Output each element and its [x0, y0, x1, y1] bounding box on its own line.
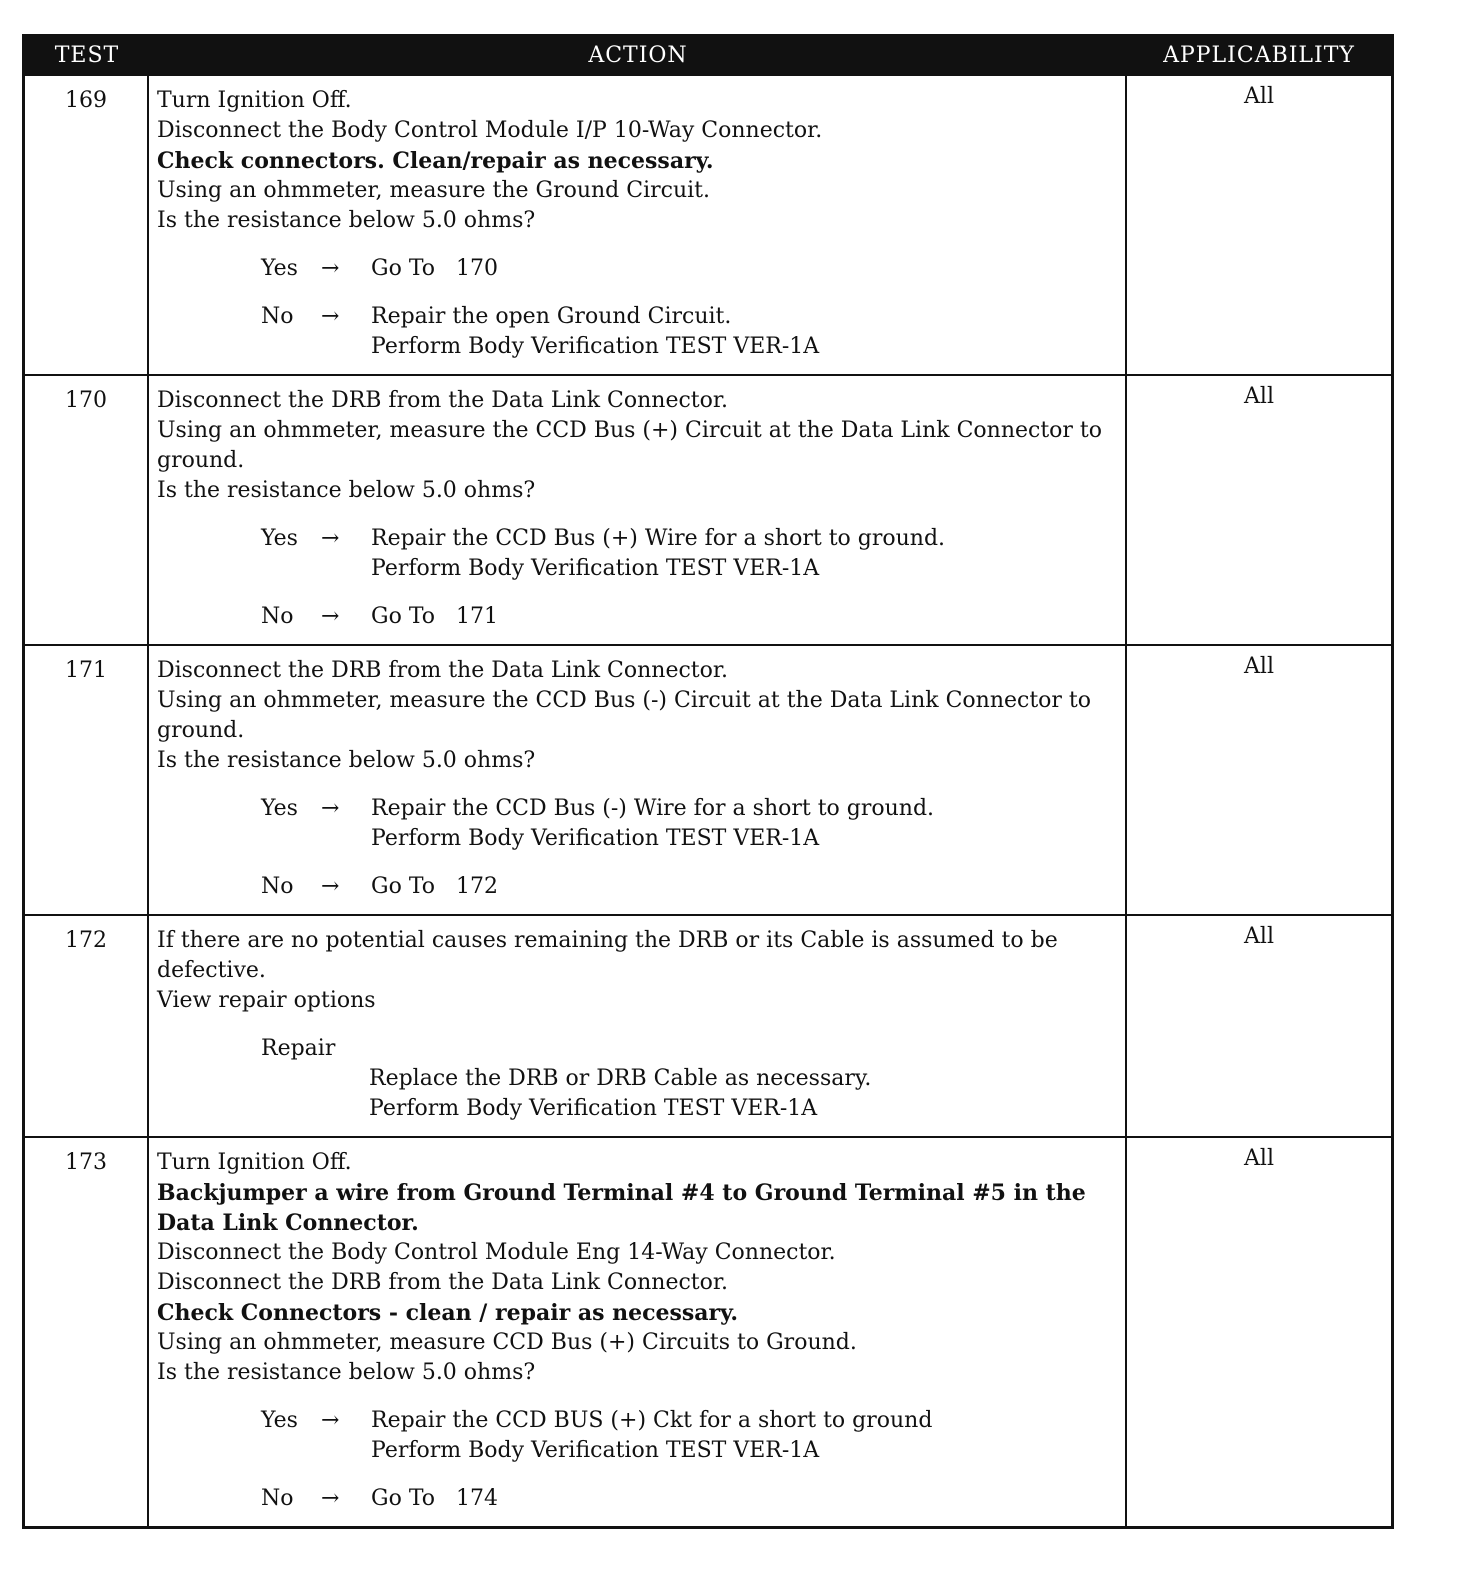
test-number: 171 [25, 646, 149, 914]
repair-options [261, 1034, 1119, 1124]
answer-label: Yes [261, 796, 298, 821]
answer-item [261, 254, 1119, 284]
action-step: Backjumper a wire from Ground Terminal #4 to Ground Terminal #5 in the Data Link Connector. [157, 1180, 1086, 1236]
action-step: Is the resistance below 5.0 ohms? [157, 1360, 536, 1385]
action-step: Turn Ignition Off. [157, 1150, 352, 1175]
answer-result-line: Repair the open Ground Circuit. [371, 304, 732, 329]
answer-result-line: Go To 170 [371, 256, 498, 281]
action-cell [149, 916, 1127, 1136]
answer-result [371, 872, 1119, 902]
action-step: Is the resistance below 5.0 ohms? [157, 748, 536, 773]
header-test: TEST [54, 42, 120, 68]
answer-result-line: Go To 171 [371, 604, 498, 629]
action-step: Disconnect the Body Control Module I/P 10-Way Connector. [157, 118, 823, 143]
action-cell [149, 1138, 1127, 1526]
answer-result-line: Go To 172 [371, 874, 498, 899]
answer-item [261, 1484, 1119, 1514]
action-step: Using an ohmmeter, measure the Ground Circuit. [157, 178, 710, 203]
answer-result-line: Perform Body Verification TEST VER-1A [371, 826, 820, 851]
answer-label: Yes [261, 256, 298, 281]
arrow-right-icon: → [321, 304, 340, 329]
action-cell [149, 76, 1127, 374]
answer-result [371, 524, 1119, 584]
repair-text-line: Perform Body Verification TEST VER-1A [369, 1096, 818, 1121]
answer-result [371, 302, 1119, 362]
answer-item [261, 302, 1119, 362]
action-step: View repair options [157, 988, 376, 1013]
answer-result-line: Perform Body Verification TEST VER-1A [371, 556, 820, 581]
header-action: ACTION [588, 42, 688, 68]
action-step: Is the resistance below 5.0 ohms? [157, 478, 536, 503]
answer-result-line: Repair the CCD BUS (+) Ckt for a short to ground [371, 1408, 933, 1433]
action-cell [149, 646, 1127, 914]
test-number: 172 [25, 916, 149, 1136]
arrow-right-icon: → [321, 1486, 340, 1511]
answer-label: No [261, 874, 294, 899]
answer-label: No [261, 1486, 294, 1511]
action-step: Using an ohmmeter, measure CCD Bus (+) Circuits to Ground. [157, 1330, 857, 1355]
table-row [25, 1136, 1391, 1526]
answer-item [261, 794, 1119, 854]
action-cell [149, 376, 1127, 644]
action-step: Disconnect the Body Control Module Eng 14-Way Connector. [157, 1240, 836, 1265]
answer-label: No [261, 304, 294, 329]
applicability-cell: All [1244, 1146, 1274, 1171]
action-step: Disconnect the DRB from the Data Link Connector. [157, 388, 728, 413]
test-number: 173 [25, 1138, 149, 1526]
answer-label: Yes [261, 1408, 298, 1433]
table-row [25, 76, 1391, 374]
answer-item [261, 524, 1119, 584]
answer-result-line: Go To 174 [371, 1486, 498, 1511]
answer-item [261, 602, 1119, 632]
applicability-cell: All [1244, 924, 1274, 949]
answer-result [371, 1484, 1119, 1514]
diagnostic-test-table [22, 34, 1394, 1529]
table-row [25, 914, 1391, 1136]
answer-list [157, 1406, 1119, 1514]
action-step: Using an ohmmeter, measure the CCD Bus (-) Circuit at the Data Link Connector to ground. [157, 688, 1092, 743]
arrow-right-icon: → [321, 1408, 340, 1433]
header-applicability: APPLICABILITY [1163, 42, 1355, 68]
answer-result [371, 794, 1119, 854]
arrow-right-icon: → [321, 874, 340, 899]
action-step: Using an ohmmeter, measure the CCD Bus (+) Circuit at the Data Link Connector to ground. [157, 418, 1103, 473]
answer-result [371, 1406, 1119, 1466]
action-step: If there are no potential causes remaining the DRB or its Cable is assumed to be defective. [157, 928, 1058, 983]
answer-result-line: Perform Body Verification TEST VER-1A [371, 334, 820, 359]
action-step: Check connectors. Clean/repair as necessary. [157, 148, 714, 174]
answer-result [371, 254, 1119, 284]
table-row [25, 644, 1391, 914]
answer-list [157, 794, 1119, 902]
test-number: 170 [25, 376, 149, 644]
answer-item [261, 1406, 1119, 1466]
answer-list [157, 254, 1119, 362]
applicability-cell: All [1244, 384, 1274, 409]
applicability-cell: All [1244, 84, 1274, 109]
arrow-right-icon: → [321, 796, 340, 821]
arrow-right-icon: → [321, 526, 340, 551]
answer-label: Yes [261, 526, 298, 551]
answer-label: No [261, 604, 294, 629]
action-step: Disconnect the DRB from the Data Link Connector. [157, 1270, 728, 1295]
test-number: 169 [25, 76, 149, 374]
table-row [25, 374, 1391, 644]
arrow-right-icon: → [321, 256, 340, 281]
table-body [25, 76, 1391, 1526]
applicability-cell: All [1244, 654, 1274, 679]
action-step: Disconnect the DRB from the Data Link Connector. [157, 658, 728, 683]
answer-item [261, 872, 1119, 902]
action-step: Turn Ignition Off. [157, 88, 352, 113]
arrow-right-icon: → [321, 604, 340, 629]
repair-text-line: Replace the DRB or DRB Cable as necessary. [369, 1066, 872, 1091]
repair-text [369, 1064, 1119, 1124]
answer-result [371, 602, 1119, 632]
answer-list [157, 524, 1119, 632]
answer-result-line: Repair the CCD Bus (-) Wire for a short to ground. [371, 796, 935, 821]
action-step: Check Connectors - clean / repair as necessary. [157, 1300, 739, 1326]
answer-result-line: Repair the CCD Bus (+) Wire for a short to ground. [371, 526, 946, 551]
repair-label: Repair [261, 1036, 336, 1061]
table-header [25, 34, 1391, 76]
answer-result-line: Perform Body Verification TEST VER-1A [371, 1438, 820, 1463]
action-step: Is the resistance below 5.0 ohms? [157, 208, 536, 233]
